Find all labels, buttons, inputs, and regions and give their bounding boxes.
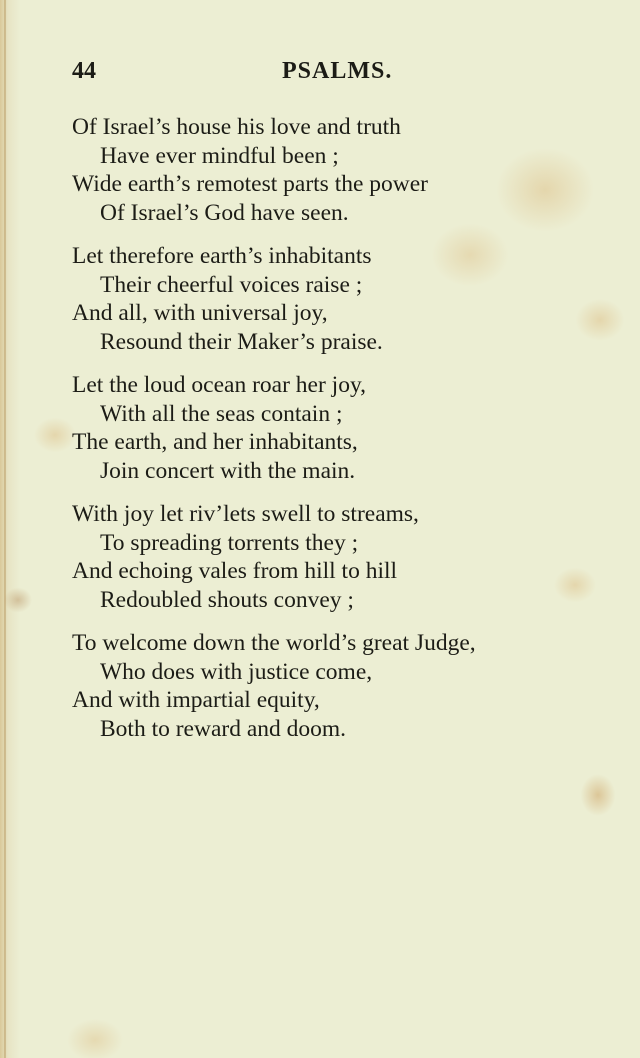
verse-line: Their cheerful voices raise ; xyxy=(100,271,363,298)
running-head xyxy=(72,58,572,92)
stanza-4 xyxy=(72,500,632,614)
page-title: PSALMS. xyxy=(282,58,393,84)
verse-line: And all, with universal joy, xyxy=(72,300,328,326)
verse-line: Have ever mindful been ; xyxy=(100,142,339,169)
stanza-2 xyxy=(72,242,632,356)
stanza-1 xyxy=(72,113,632,227)
verse-line: Both to reward and doom. xyxy=(100,715,347,742)
verse-line: Resound their Maker’s praise. xyxy=(100,328,383,355)
page-gutter-edge xyxy=(4,0,6,1058)
poem-text xyxy=(72,113,632,758)
verse-line: And with impartial equity, xyxy=(72,687,320,713)
verse-line: Who does with justice come, xyxy=(100,658,373,685)
page-number: 44 xyxy=(72,58,96,84)
verse-line: And echoing vales from hill to hill xyxy=(72,558,398,584)
verse-line: To welcome down the world’s great Judge, xyxy=(72,630,476,656)
verse-line: Redoubled shouts convey ; xyxy=(100,586,354,613)
stanza-3 xyxy=(72,371,632,485)
verse-line: With joy let riv’lets swell to streams, xyxy=(72,501,419,527)
verse-line: Let the loud ocean roar her joy, xyxy=(72,372,367,398)
verse-line: To spreading torrents they ; xyxy=(100,529,359,556)
stanza-5 xyxy=(72,629,632,743)
verse-line: Join concert with the main. xyxy=(100,457,356,484)
verse-line: The earth, and her inhabitants, xyxy=(72,429,358,455)
verse-line: With all the seas contain ; xyxy=(100,400,343,427)
verse-line: Of Israel’s God have seen. xyxy=(100,199,349,226)
verse-line: Of Israel’s house his love and truth xyxy=(72,114,401,140)
verse-line: Wide earth’s remotest parts the power xyxy=(72,171,428,197)
verse-line: Let therefore earth’s inhabitants xyxy=(72,243,372,269)
